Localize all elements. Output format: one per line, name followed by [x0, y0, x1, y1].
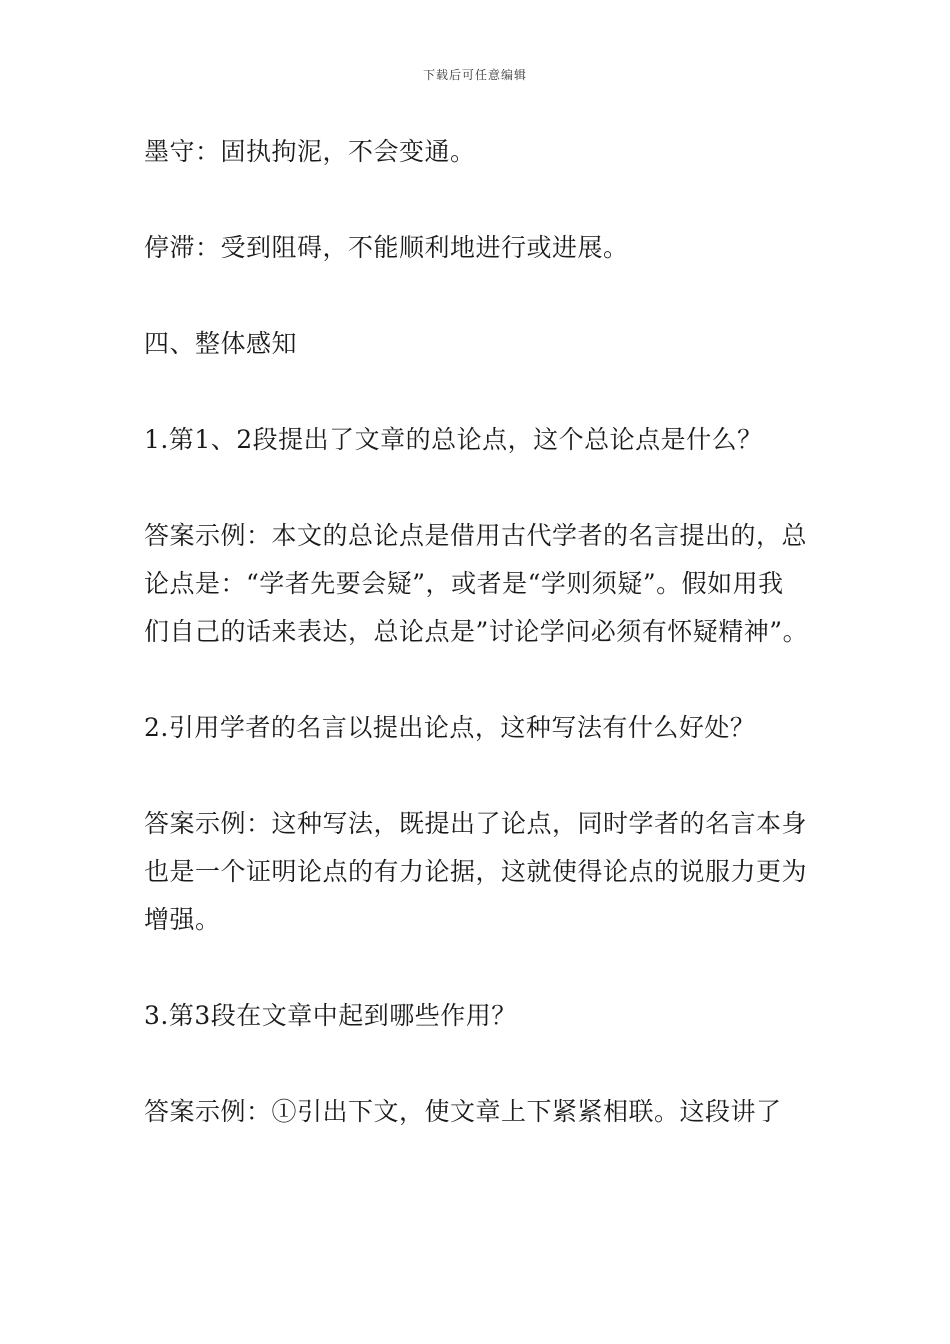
section-heading-overall: 四、整体感知: [144, 329, 298, 358]
answer-2: 答案示例：这种写法，既提出了论点，同时学者的名言本身也是一个证明论点的有力论据，这就使得论点的说服力更为增强。: [144, 809, 808, 934]
answer-1: 答案示例：本文的总论点是借用古代学者的名言提出的，总论点是：“学者先要会疑”，或者是“学则须疑”。假如用我们自己的话来表达，总论点是”讨论学问必须有怀疑精神”。: [144, 521, 809, 646]
question-3: 3.第3段在文章中起到哪些作用？: [144, 1001, 517, 1030]
document-body: [144, 128, 809, 1184]
definition-moshou: 墨守：固执拘泥，不会变通。: [144, 137, 476, 166]
question-2: 2.引用学者的名言以提出论点，这种写法有什么好处？: [144, 713, 756, 742]
definition-tingzhi: 停滞：受到阻碍，不能顺利地进行或进展。: [144, 233, 629, 262]
question-1: 1.第1、2段提出了文章的总论点，这个总论点是什么？: [144, 425, 763, 454]
answer-3: 答案示例：①引出下文，使文章上下紧紧相联。这段讲了: [144, 1097, 782, 1126]
page-header-note: 下载后可任意编辑: [422, 68, 527, 82]
